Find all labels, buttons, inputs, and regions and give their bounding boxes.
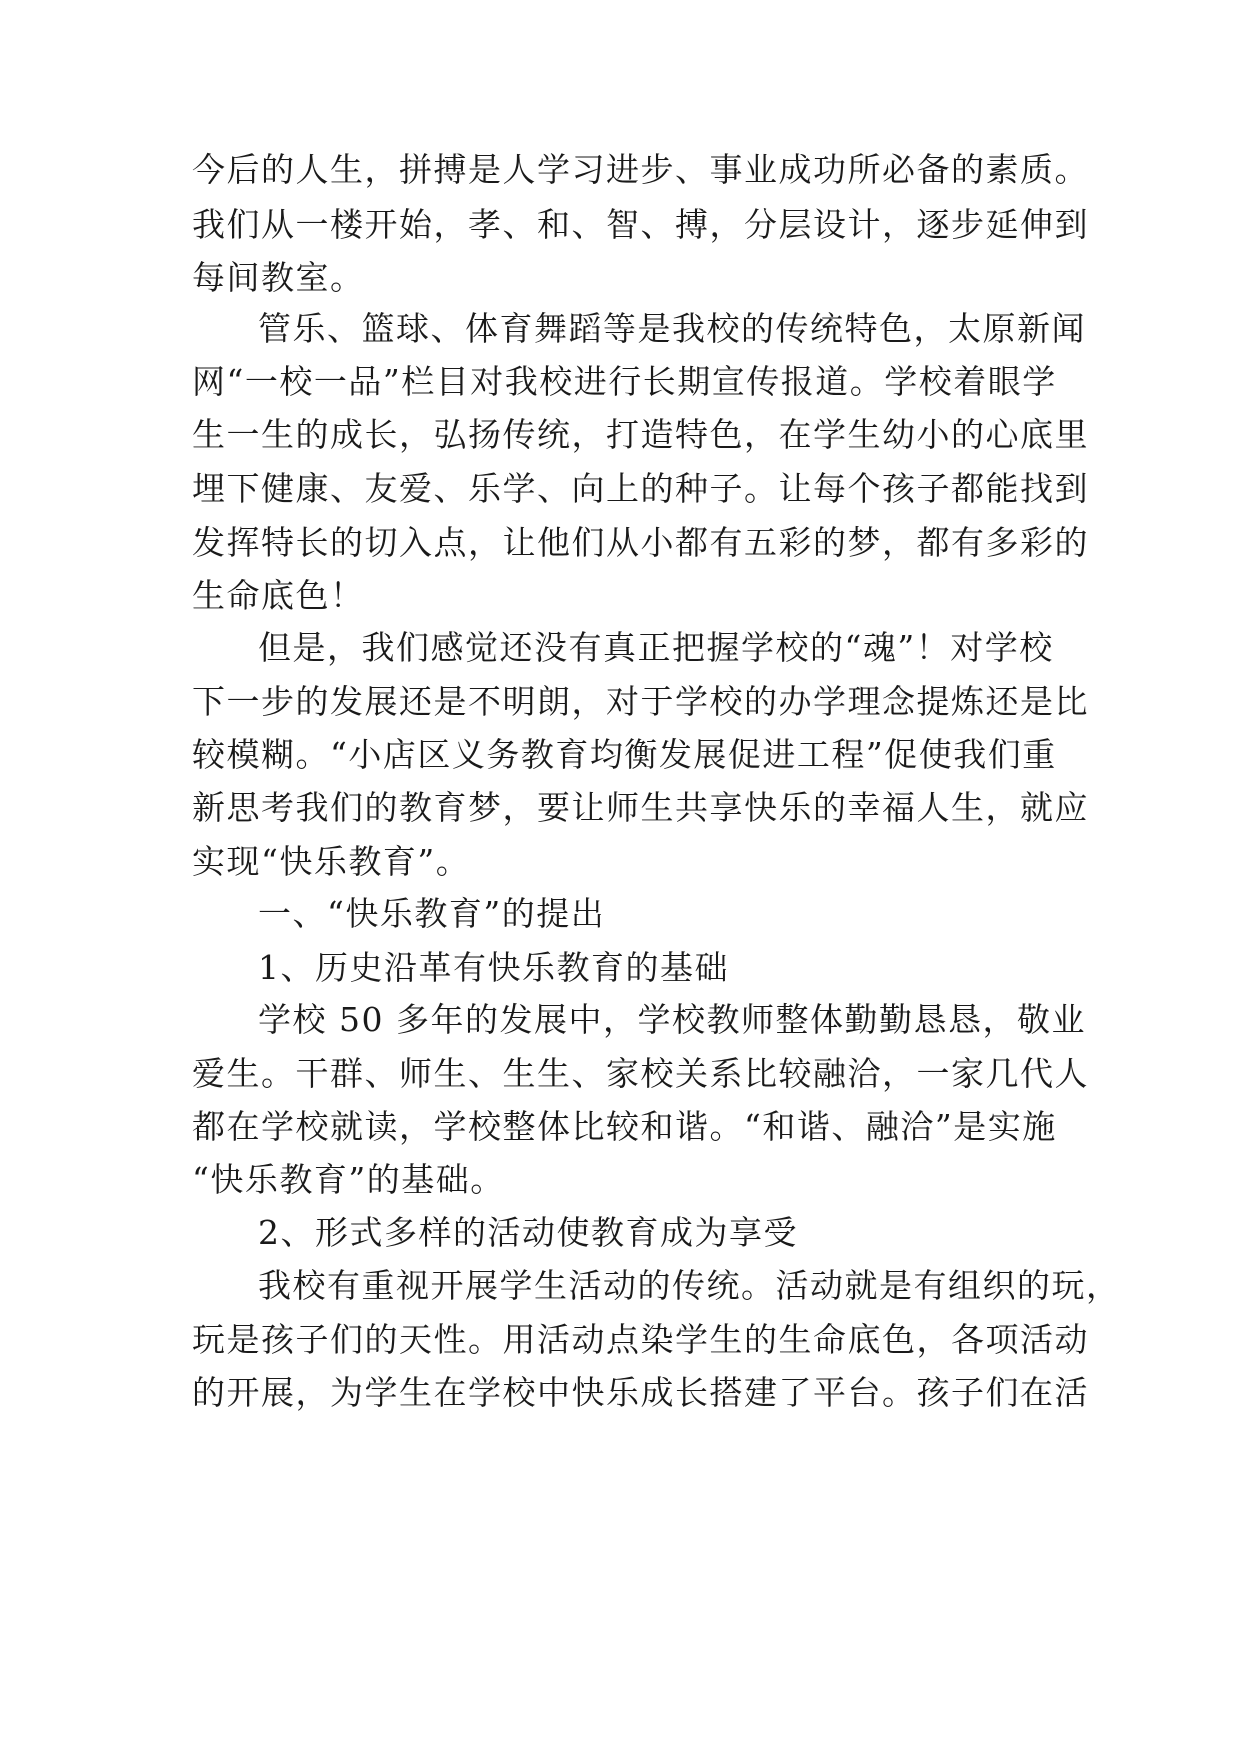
text-line: 每间教室。 [192,258,365,297]
text-line: 玩是孩子们的天性。用活动点染学生的生命底色，各项活动 [192,1320,1089,1359]
paragraph-first-line: 我校有重视开展学生活动的传统。活动就是有组织的玩， [258,1266,1121,1305]
text-line: “快乐教育”的基础。 [192,1160,505,1199]
text-line: 发挥特长的切入点，让他们从小都有五彩的梦，都有多彩的 [192,523,1089,562]
text-line: 埋下健康、友爱、乐学、向上的种子。让每个孩子都能找到 [192,469,1089,508]
text-line: 下一步的发展还是不明朗，对于学校的办学理念提炼还是比 [192,682,1089,721]
text-line: 生命底色！ [192,576,365,615]
section-heading: 一、“快乐教育”的提出 [258,894,606,933]
paragraph-first-line: 学校 50 多年的发展中，学校教师整体勤勤恳恳，敬业 [258,1000,1086,1039]
text-line: 新思考我们的教育梦，要让师生共享快乐的幸福人生，就应 [192,788,1089,827]
text-line: 的开展，为学生在学校中快乐成长搭建了平台。孩子们在活 [192,1373,1089,1412]
paragraph-first-line: 管乐、篮球、体育舞蹈等是我校的传统特色，太原新闻 [258,309,1086,348]
text-line: 网“一校一品”栏目对我校进行长期宣传报道。学校着眼学 [192,362,1057,401]
text-line: 实现“快乐教育”。 [192,842,471,881]
text-line: 生一生的成长，弘扬传统，打造特色，在学生幼小的心底里 [192,415,1089,454]
paragraph-first-line: 但是，我们感觉还没有真正把握学校的“魂”！对学校 [258,628,1054,667]
text-line: 较模糊。“小店区义务教育均衡发展促进工程”促使我们重 [192,735,1057,774]
text-line: 我们从一楼开始，孝、和、智、搏，分层设计，逐步延伸到 [192,205,1089,244]
text-line: 都在学校就读，学校整体比较和谐。“和谐、融洽”是实施 [192,1107,1057,1146]
subsection-heading: 2、形式多样的活动使教育成为享受 [258,1213,798,1252]
text-line: 今后的人生，拼搏是人学习进步、事业成功所必备的素质。 [192,150,1089,189]
text-line: 爱生。干群、师生、生生、家校关系比较融洽，一家几代人 [192,1054,1089,1093]
subsection-heading: 1、历史沿革有快乐教育的基础 [258,948,729,987]
